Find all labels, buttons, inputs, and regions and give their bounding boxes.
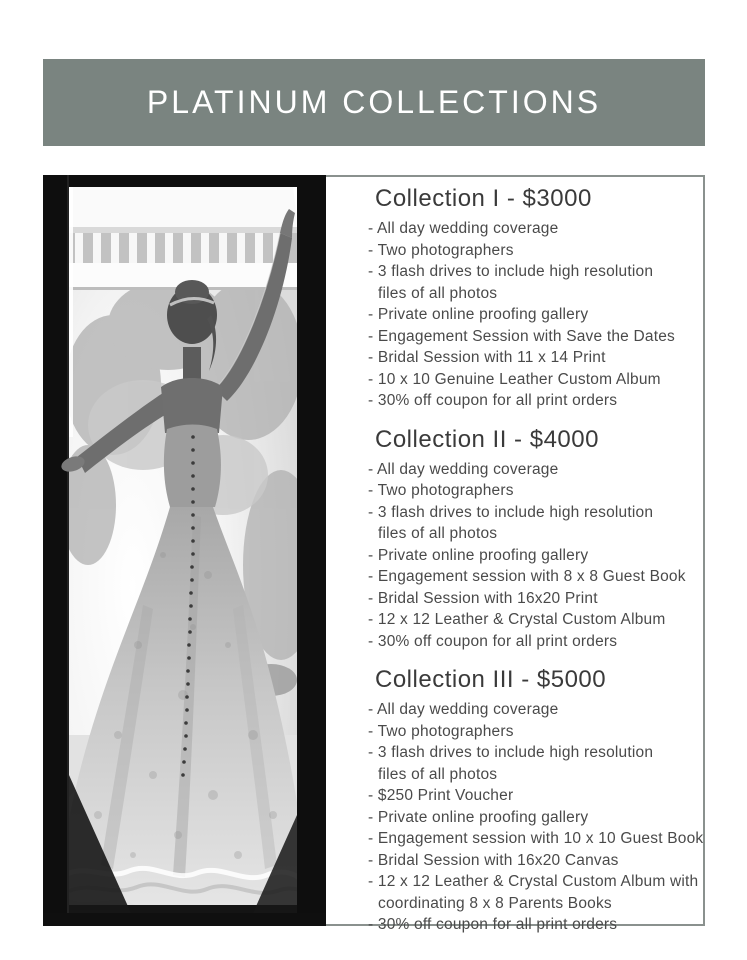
collection-items: [368, 699, 703, 936]
bride-photo: [43, 175, 326, 926]
collection-item: - 3 flash drives to include high resolution files of all photos: [368, 503, 654, 542]
collections-panel: [326, 177, 707, 933]
collection-item: - Private online proofing gallery: [368, 546, 589, 564]
collection-item: - Two photographers: [368, 482, 514, 499]
collection-item: - All day wedding coverage: [368, 460, 559, 478]
header-banner: [43, 59, 705, 146]
collection-item: - Bridal Session with 11 x 14 Print: [368, 349, 606, 366]
collection-title: Collection II - $4000: [375, 425, 599, 453]
collection-item: - Two photographers: [368, 722, 514, 740]
content-area: [43, 175, 705, 933]
collection-section: [368, 185, 703, 412]
collection-item: - Engagement Session with Save the Dates: [368, 327, 675, 345]
collection-item: - Bridal Session with 16x20 Canvas: [368, 851, 619, 869]
collection-item: - All day wedding coverage: [368, 701, 559, 718]
collection-item: - 30% off coupon for all print orders: [368, 632, 618, 650]
collection-item: - 12 x 12 Leather & Crystal Custom Album: [368, 611, 666, 628]
collection-item: - Engagement session with 8 x 8 Guest Book: [368, 568, 686, 585]
collection-title: Collection III - $5000: [375, 666, 607, 693]
collection-title: Collection I - $3000: [375, 185, 592, 212]
collection-item: - Engagement session with 10 x 10 Guest Book: [368, 830, 704, 847]
collection-section: [368, 666, 703, 936]
collection-item: - Private online proofing gallery: [368, 808, 589, 826]
collection-items: [368, 218, 703, 412]
collection-item: - 10 x 10 Genuine Leather Custom Album: [368, 370, 661, 388]
collection-item: - $250 Print Voucher: [368, 787, 514, 804]
collection-item: - 3 flash drives to include high resolution files of all photos: [368, 744, 654, 783]
collection-item: - Bridal Session with 16x20 Print: [368, 589, 598, 607]
bride-photo-illustration: [43, 175, 326, 926]
collection-item: - 30% off coupon for all print orders: [368, 916, 618, 933]
collection-item: - 30% off coupon for all print orders: [368, 392, 618, 409]
collection-item: - 3 flash drives to include high resolution files of all photos: [368, 263, 654, 302]
page-title: PLATINUM COLLECTIONS: [146, 84, 602, 120]
collection-item: - All day wedding coverage: [368, 220, 559, 237]
collection-item: - Private online proofing gallery: [368, 306, 589, 323]
collection-items: [368, 459, 703, 653]
collection-section: [368, 426, 703, 653]
collection-item: - Two photographers: [368, 241, 514, 259]
collection-item: - 12 x 12 Leather & Crystal Custom Album with coordinating 8 x 8 Parents Books: [368, 873, 699, 912]
